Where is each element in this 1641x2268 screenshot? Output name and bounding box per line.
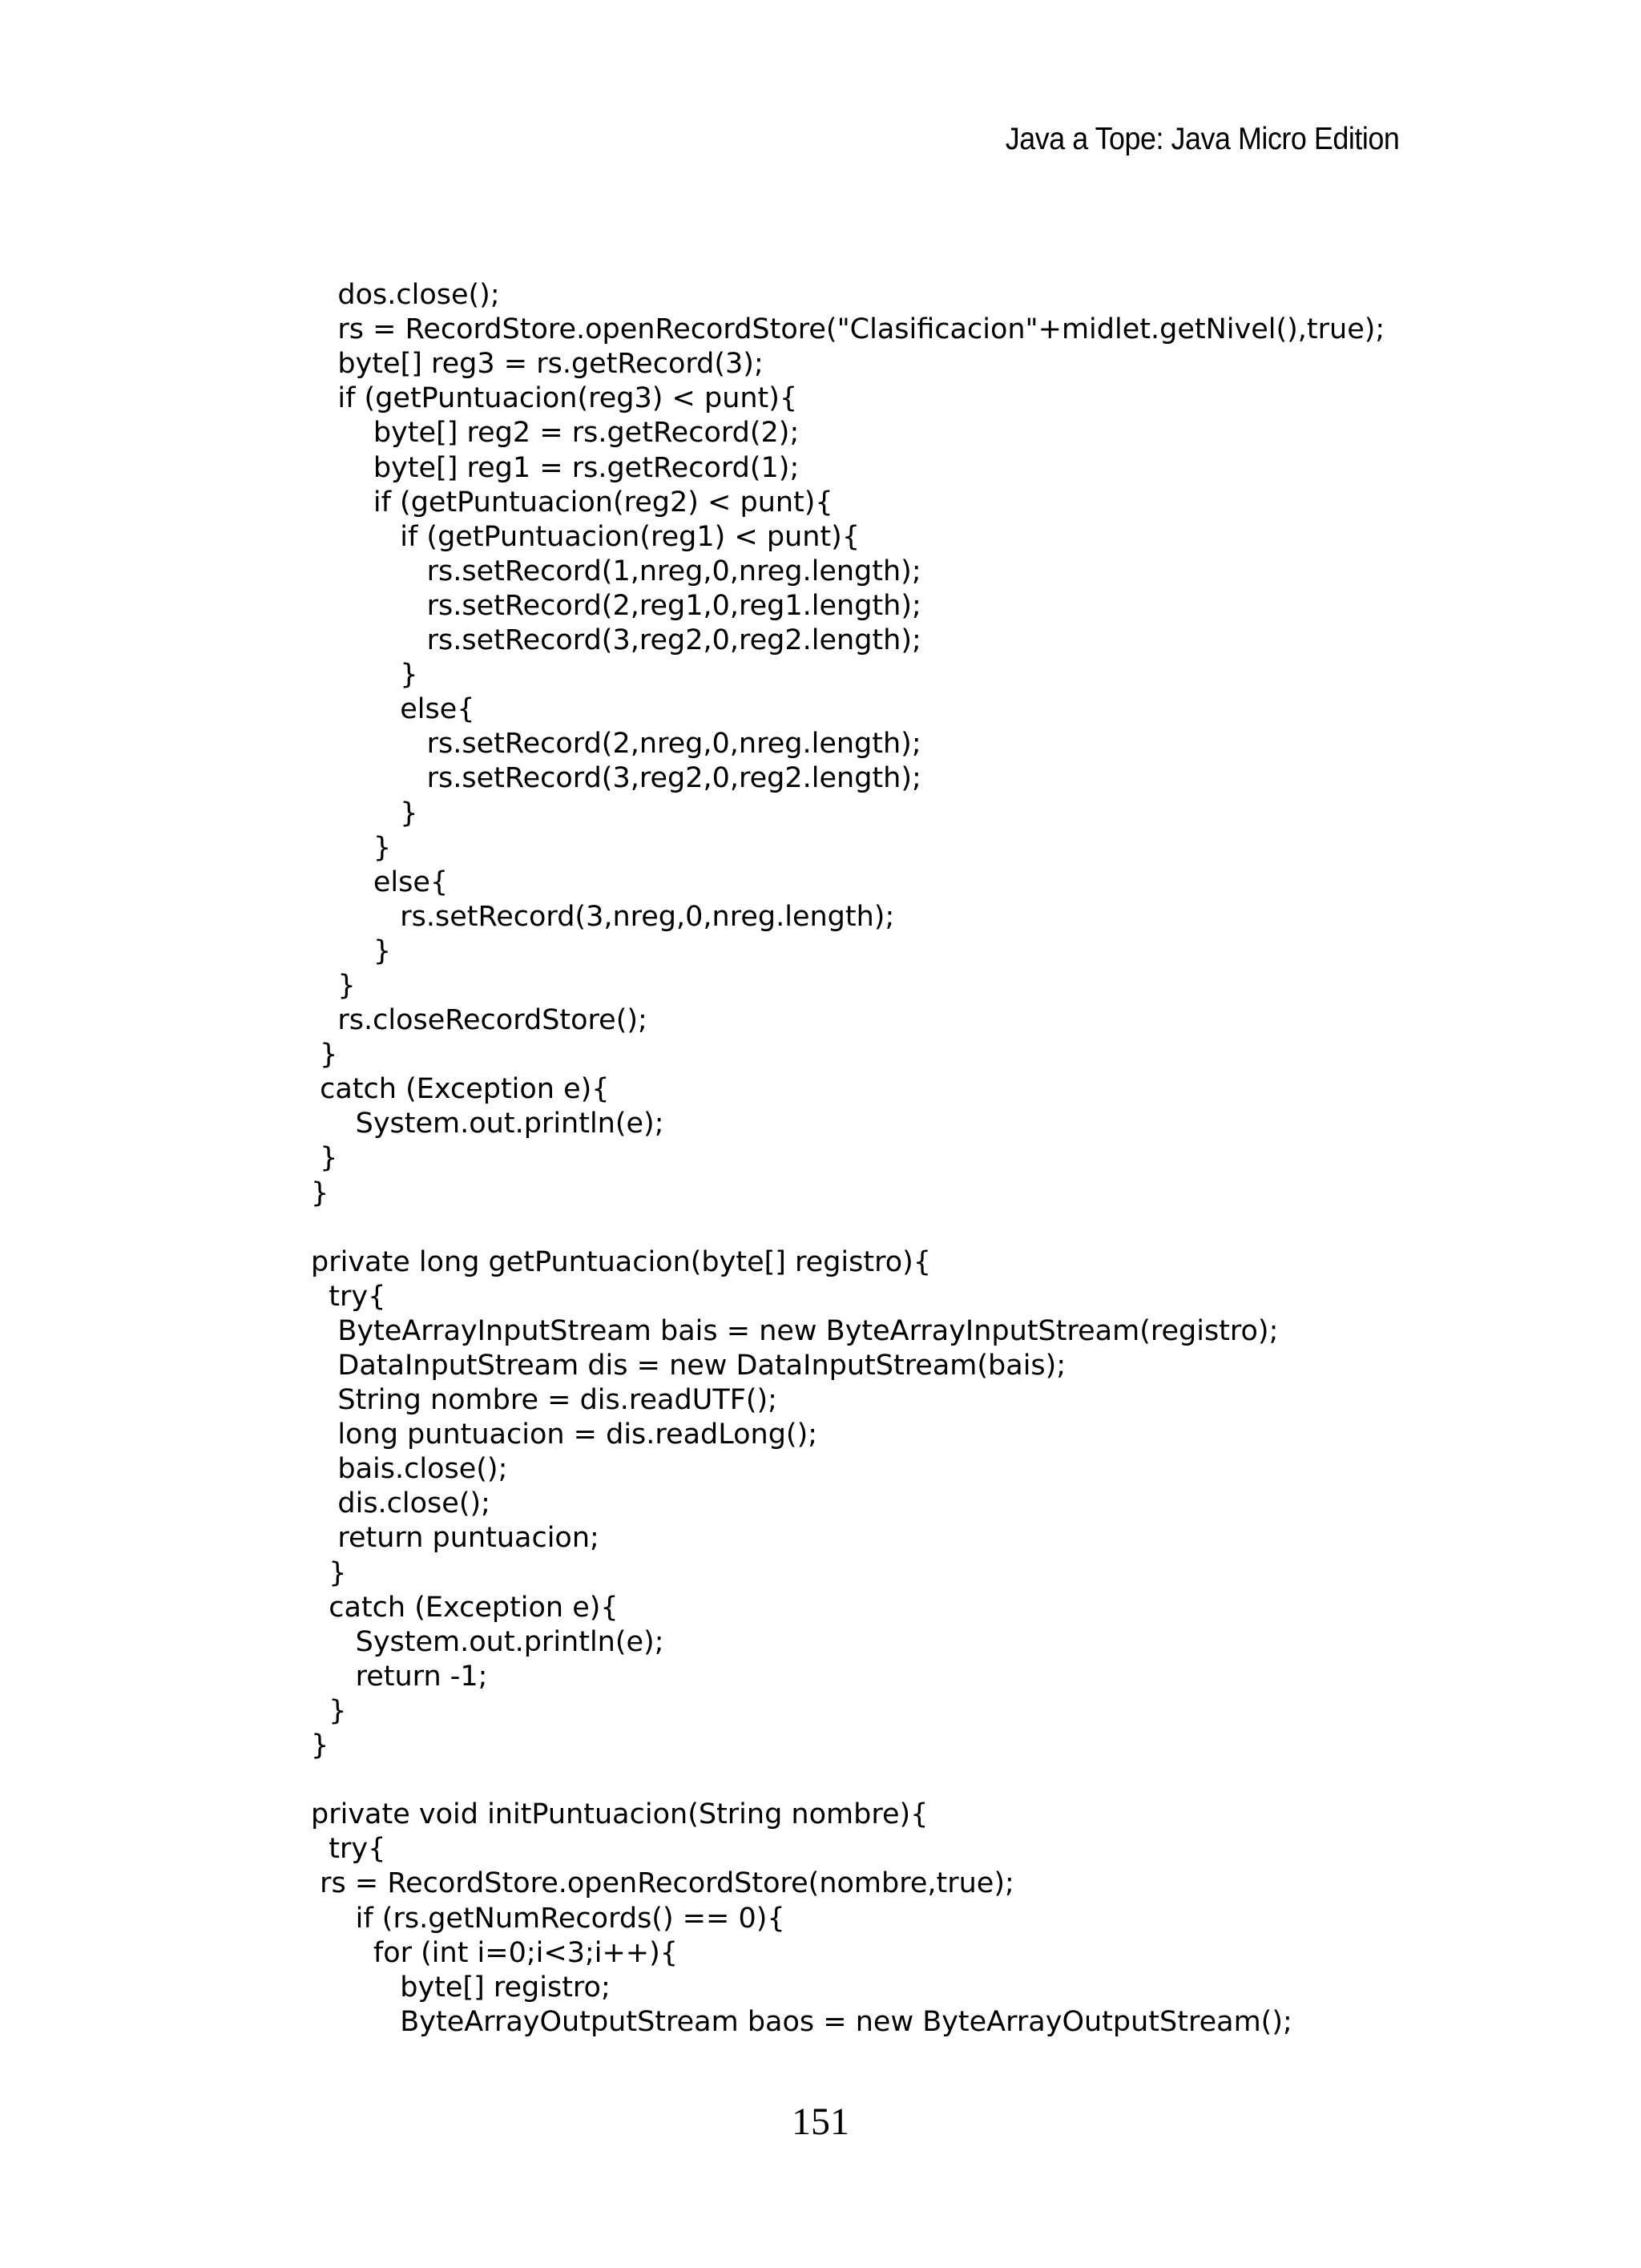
- code-line: rs = RecordStore.openRecordStore("Clasificacion"+midlet.getNivel(),true);: [311, 313, 1385, 346]
- code-line: byte[] reg1 = rs.getRecord(1);: [311, 451, 800, 484]
- code-line: long puntuacion = dis.readLong();: [311, 1419, 818, 1451]
- code-line: return puntuacion;: [311, 1522, 599, 1555]
- code-line: for (int i=0;i<3;i++){: [311, 1936, 679, 1969]
- code-line: }: [311, 969, 356, 1002]
- code-line: rs.setRecord(1,nreg,0,nreg.length);: [311, 555, 921, 587]
- code-line: dis.close();: [311, 1487, 490, 1520]
- code-line: if (getPuntuacion(reg1) < punt){: [311, 520, 861, 553]
- code-line: [311, 1763, 1385, 1798]
- running-header: Java a Tope: Java Micro Edition: [1005, 122, 1399, 156]
- code-line: else{: [311, 693, 475, 726]
- code-listing: [311, 244, 1385, 2109]
- code-line: rs.setRecord(3,nreg,0,nreg.length);: [311, 900, 895, 933]
- page-number: 151: [792, 2101, 849, 2143]
- code-line: private void initPuntuacion(String nombre){: [311, 1798, 929, 1831]
- code-line: byte[] registro;: [311, 1971, 611, 2004]
- code-line: byte[] reg3 = rs.getRecord(3);: [311, 348, 764, 381]
- code-line: dos.close();: [311, 279, 500, 312]
- code-line: [311, 1211, 1385, 1245]
- code-line: try{: [311, 1280, 386, 1313]
- code-line: System.out.println(e);: [311, 1625, 664, 1658]
- code-line: }: [311, 1556, 347, 1589]
- code-line: }: [311, 659, 418, 692]
- code-line: rs.setRecord(3,reg2,0,reg2.length);: [311, 624, 921, 657]
- code-line: if (rs.getNumRecords() == 0){: [311, 1902, 785, 1935]
- code-line: try{: [311, 1833, 386, 1866]
- code-line: }: [311, 831, 392, 864]
- code-line: catch (Exception e){: [311, 1073, 610, 1106]
- code-line: rs.setRecord(3,reg2,0,reg2.length);: [311, 762, 921, 795]
- code-line: rs = RecordStore.openRecordStore(nombre,true);: [311, 1867, 1014, 1900]
- code-line: if (getPuntuacion(reg2) < punt){: [311, 486, 833, 519]
- code-line: }: [311, 1729, 329, 1762]
- code-line: else{: [311, 866, 449, 898]
- code-line: bais.close();: [311, 1453, 508, 1486]
- code-line: rs.setRecord(2,reg1,0,reg1.length);: [311, 589, 921, 622]
- code-line: DataInputStream dis = new DataInputStream(bais);: [311, 1350, 1066, 1382]
- code-line: }: [311, 1694, 347, 1727]
- code-line: }: [311, 1142, 338, 1175]
- code-line: if (getPuntuacion(reg3) < punt){: [311, 382, 798, 415]
- code-line: }: [311, 1176, 329, 1209]
- code-line: rs.closeRecordStore();: [311, 1004, 647, 1037]
- code-line: }: [311, 1039, 338, 1071]
- code-line: return -1;: [311, 1660, 488, 1693]
- code-line: catch (Exception e){: [311, 1591, 619, 1624]
- code-line: String nombre = dis.readUTF();: [311, 1384, 777, 1417]
- code-line: ByteArrayOutputStream baos = new ByteArrayOutputStream();: [311, 2005, 1292, 2038]
- code-line: System.out.println(e);: [311, 1108, 664, 1140]
- code-line: }: [311, 934, 392, 967]
- code-line: rs.setRecord(2,nreg,0,nreg.length);: [311, 728, 921, 761]
- code-line: private long getPuntuacion(byte[] registro){: [311, 1245, 932, 1278]
- code-line: byte[] reg2 = rs.getRecord(2);: [311, 417, 800, 450]
- code-line: }: [311, 797, 418, 829]
- code-line: ByteArrayInputStream bais = new ByteArrayInputStream(registro);: [311, 1314, 1279, 1347]
